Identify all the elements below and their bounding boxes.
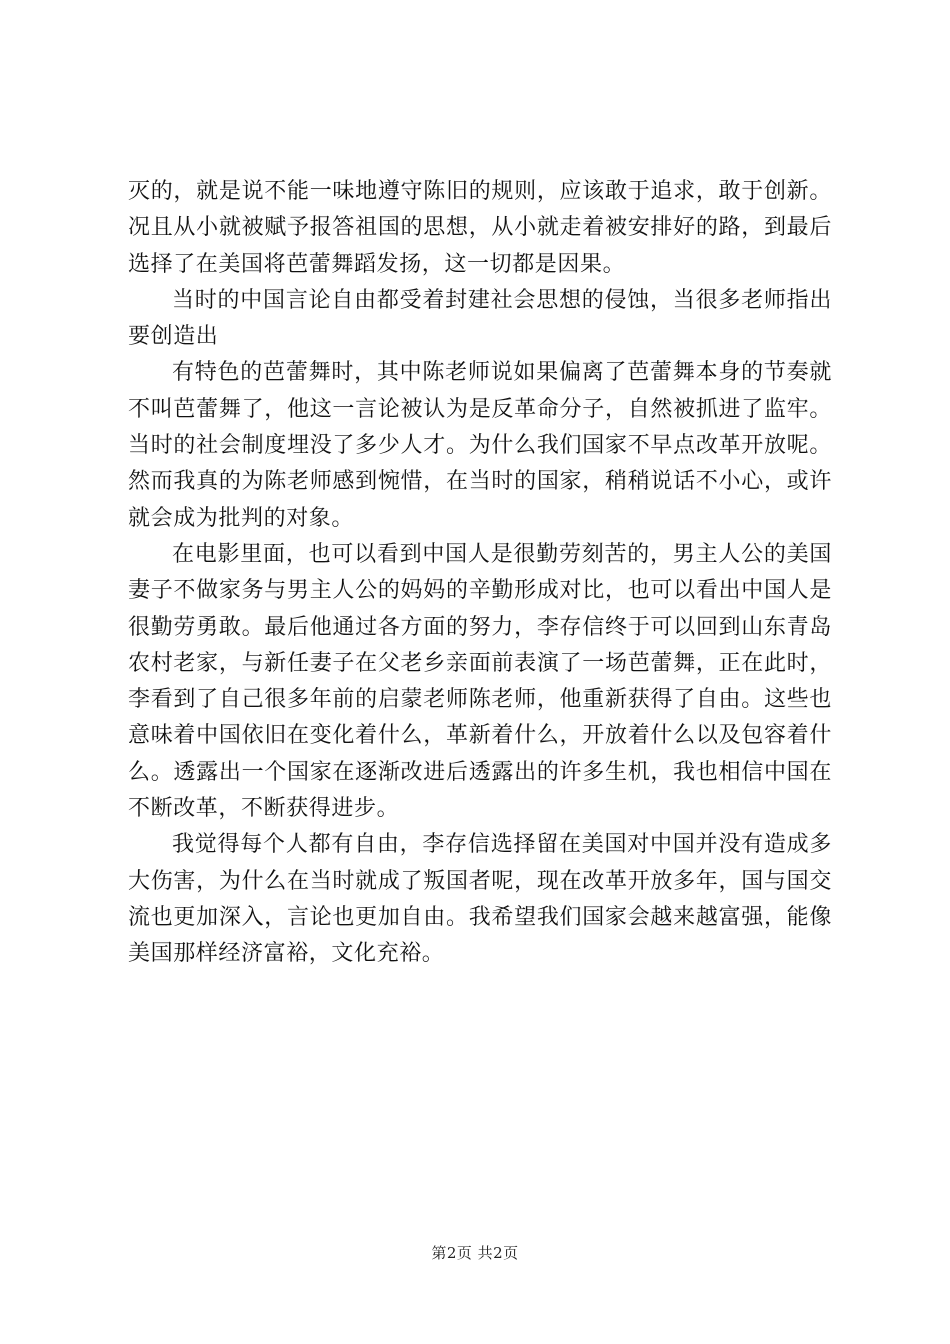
- page-number: 第2页: [431, 1244, 473, 1262]
- paragraph-2: 当时的中国言论自由都受着封建社会思想的侵蚀，当很多老师指出要创造出: [128, 287, 832, 350]
- paragraph-5: 我觉得每个人都有自由，李存信选择留在美国对中国并没有造成多大伤害，为什么在当时就成了叛国者呢，现在改革开放多年，国与国交流也更加深入，言论也更加自由。我希望我们国家会越来越富强，能像美国那样经济富裕，文化充裕。: [128, 832, 832, 967]
- paragraph-1: 灭的，就是说不能一味地遵守陈旧的规则，应该敢于追求，敢于创新。况且从小就被赋予报答祖国的思想，从小就走着被安排好的路，到最后选择了在美国将芭蕾舞蹈发扬，这一切都是因果。: [128, 179, 832, 277]
- document-body: [128, 174, 832, 973]
- paragraph-3: 有特色的芭蕾舞时，其中陈老师说如果偏离了芭蕾舞本身的节奏就不叫芭蕾舞了，他这一言论被认为是反革命分子，自然被抓进了监牢。当时的社会制度埋没了多少人才。为什么我们国家不早点改革开放呢。然而我真的为陈老师感到惋惜，在当时的国家，稍稍说话不小心，或许就会成为批判的对象。: [128, 360, 832, 531]
- paragraph-4: 在电影里面，也可以看到中国人是很勤劳刻苦的，男主人公的美国妻子不做家务与男主人公的妈妈的辛勤形成对比，也可以看出中国人是很勤劳勇敢。最后他通过各方面的努力，李存信终于可以回到山东青岛农村老家，与新任妻子在父老乡亲面前表演了一场芭蕾舞，正在此时，李看到了自己很多年前的启蒙老师陈老师，他重新获得了自由。这些也意味着中国依旧在变化着什么，革新着什么，开放着什么以及包容着什么。透露出一个国家在逐渐改进后透露出的许多生机，我也相信中国在不断改革，不断获得进步。: [128, 541, 832, 822]
- page-footer: [0, 1242, 950, 1263]
- page-total: 共2页: [477, 1244, 519, 1262]
